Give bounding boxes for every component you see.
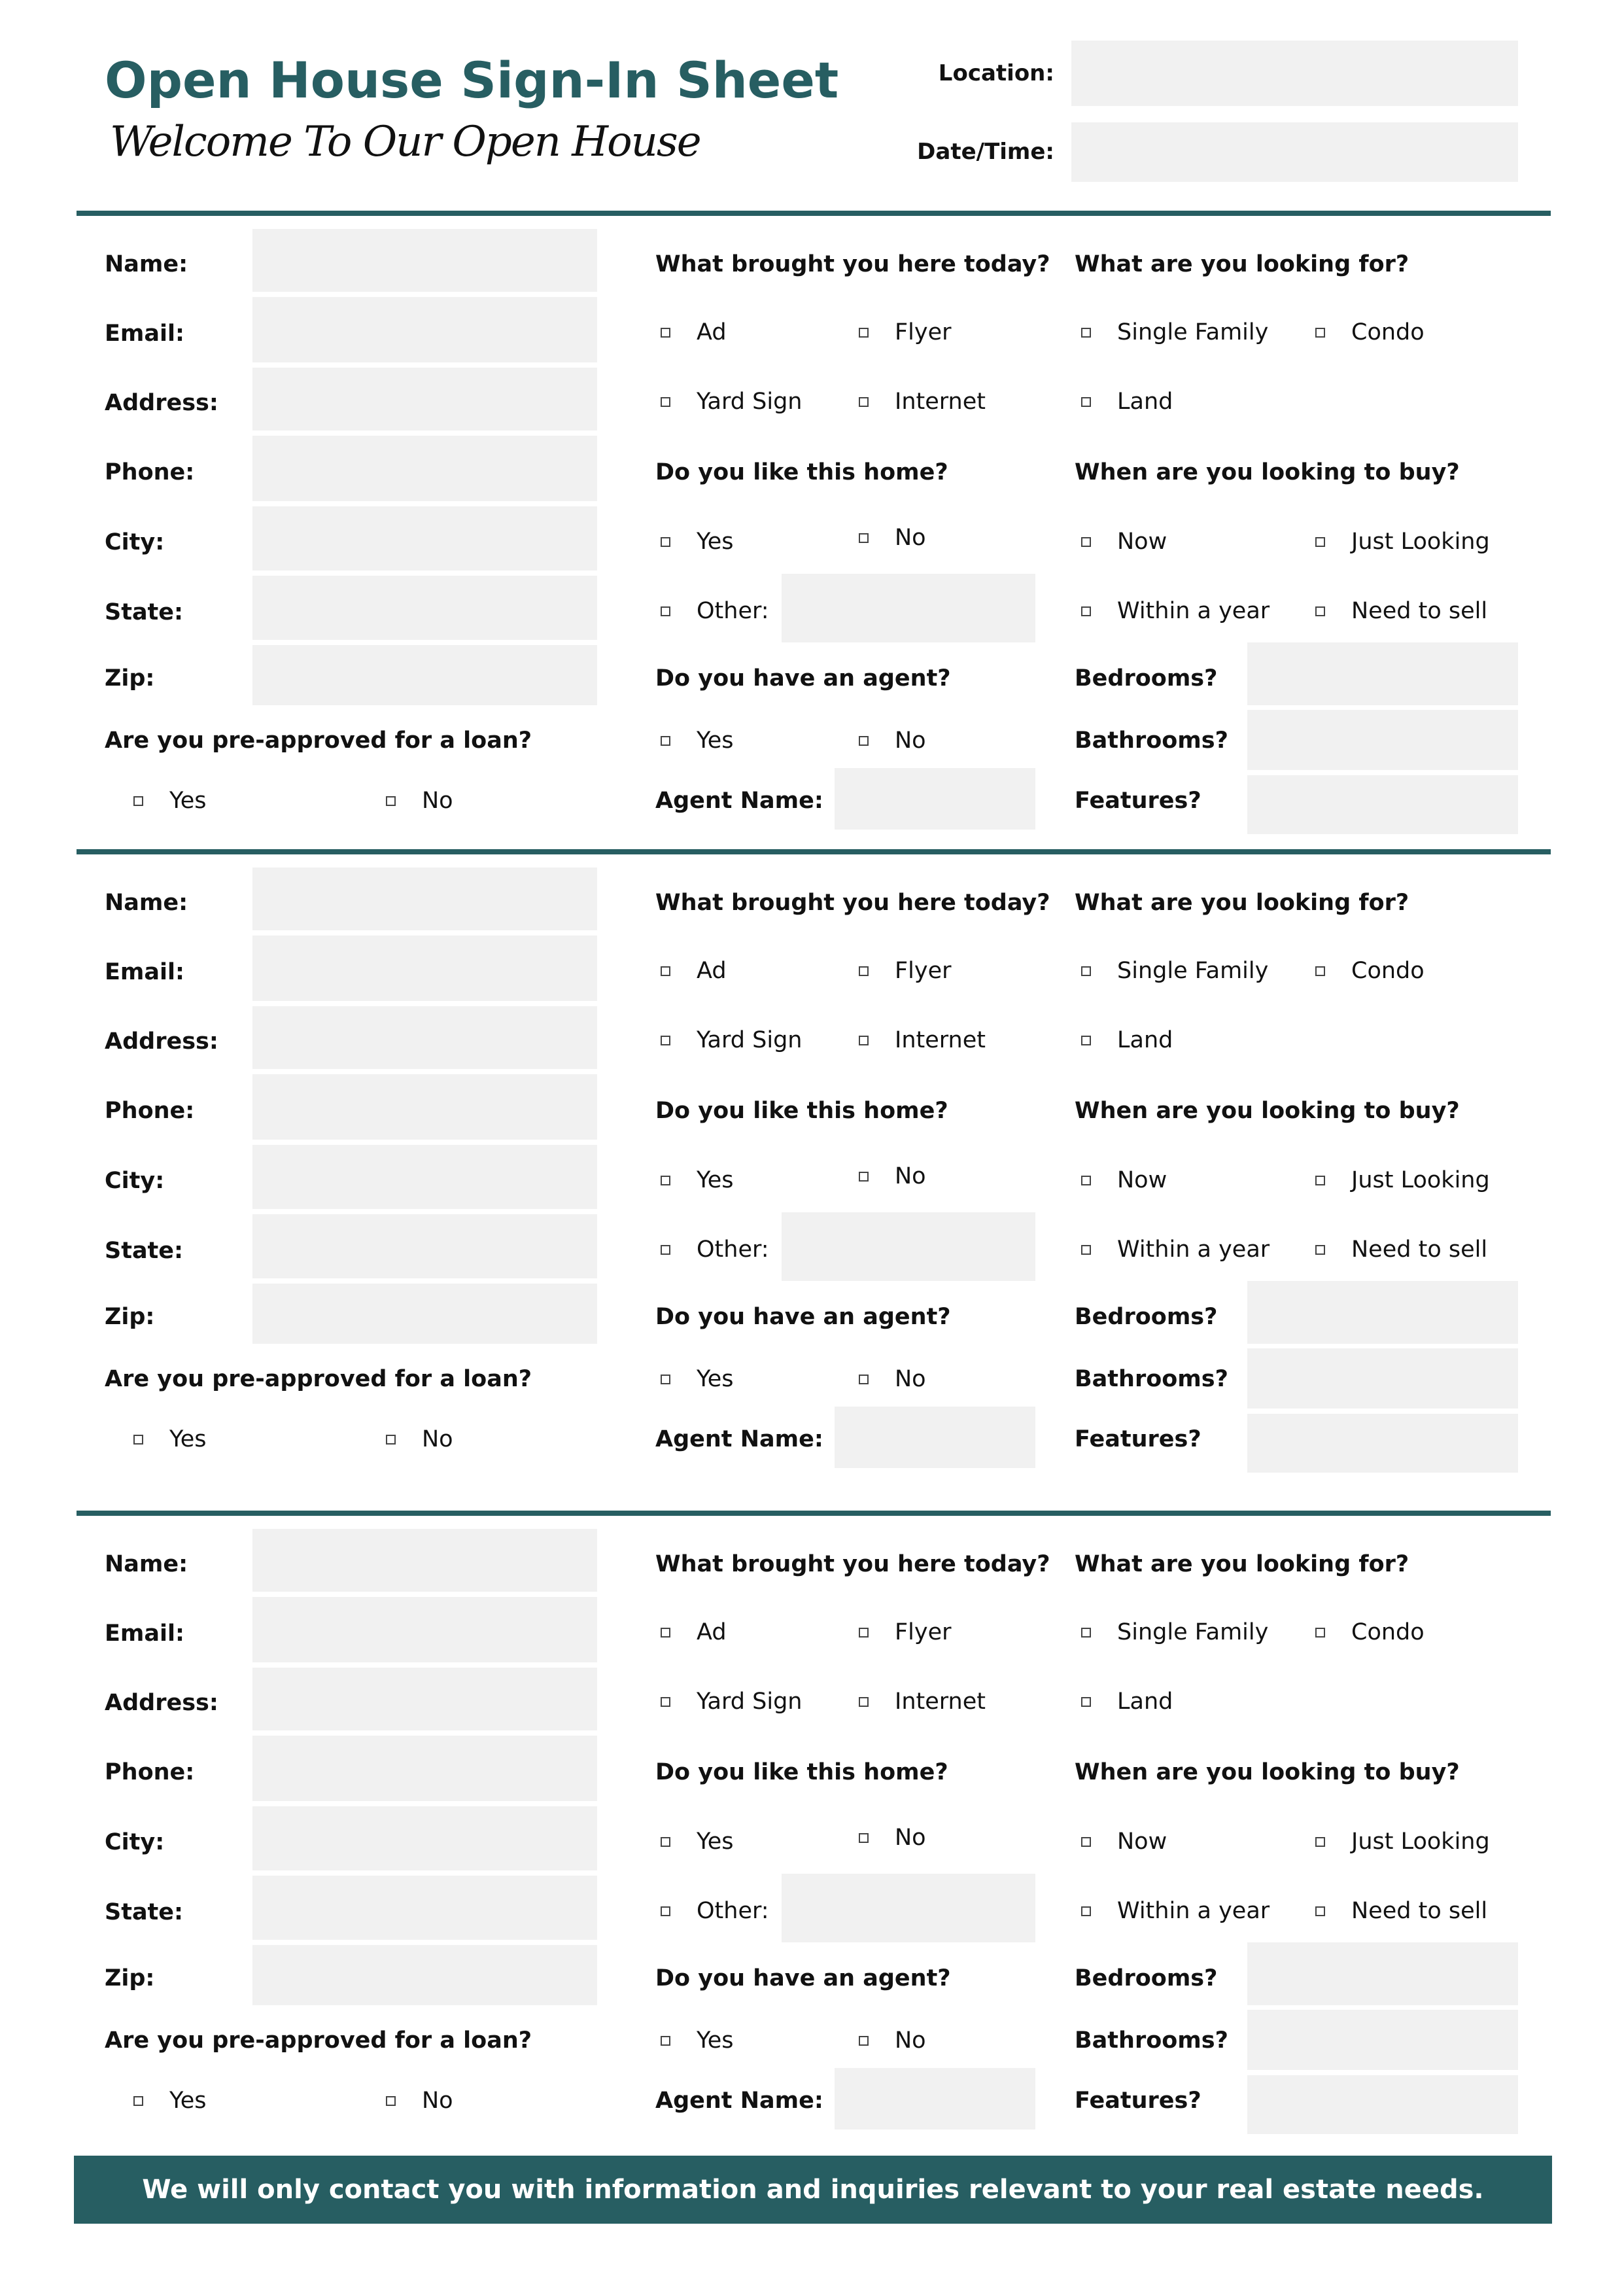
footer-text: We will only contact you with information and inquiries relevant to your real estate needs. (142, 2175, 1484, 2205)
looking-single-family-option[interactable]: Single Family (1081, 958, 1268, 984)
state-label: State: (105, 599, 184, 625)
bedrooms-field[interactable] (1247, 1942, 1518, 2005)
phone-label: Phone: (105, 459, 195, 485)
when-need-to-sell-option[interactable]: Need to sell (1315, 598, 1487, 624)
address-field[interactable] (252, 368, 597, 430)
features-label: Features? (1075, 788, 1201, 814)
preapproved-yes-option[interactable]: Yes (133, 788, 207, 814)
checkbox-icon[interactable] (661, 328, 670, 338)
looking-for-question: What are you looking for? (1075, 890, 1409, 916)
features-label: Features? (1075, 1426, 1201, 1452)
features-field[interactable] (1247, 1414, 1518, 1473)
brought-internet-option[interactable]: Internet (859, 1689, 986, 1715)
checkbox-icon[interactable] (1315, 328, 1325, 338)
agent-name-field[interactable] (835, 1407, 1035, 1468)
preapproved-question: Are you pre-approved for a loan? (105, 1366, 532, 1392)
like-other-field[interactable] (782, 574, 1035, 642)
checkbox-icon[interactable] (859, 1833, 869, 1843)
like-no-option[interactable]: No (859, 1825, 926, 1851)
looking-land-option[interactable]: Land (1081, 1027, 1173, 1053)
signin-section-3 (0, 1511, 1624, 2165)
checkbox-icon[interactable] (661, 1837, 670, 1847)
checkbox-icon[interactable] (859, 736, 869, 746)
features-field[interactable] (1247, 775, 1518, 834)
checkbox-icon[interactable] (1081, 1036, 1091, 1045)
checkbox-icon[interactable] (1315, 606, 1325, 616)
bedrooms-label: Bedrooms? (1075, 1965, 1218, 1991)
brought-flyer-option[interactable]: Flyer (859, 319, 952, 345)
bedrooms-label: Bedrooms? (1075, 665, 1218, 692)
city-label: City: (105, 529, 165, 555)
looking-single-family-option[interactable]: Single Family (1081, 319, 1268, 345)
like-other-option[interactable]: Other: (661, 598, 769, 624)
email-label: Email: (105, 959, 184, 985)
bathrooms-field[interactable] (1247, 1348, 1518, 1409)
checkbox-icon[interactable] (859, 2036, 869, 2046)
like-yes-option[interactable]: Yes (661, 1829, 734, 1855)
address-field[interactable] (252, 1668, 597, 1730)
brought-flyer-option[interactable]: Flyer (859, 1619, 952, 1645)
checkbox-icon[interactable] (661, 1036, 670, 1045)
preapproved-no-option[interactable]: No (386, 788, 453, 814)
preapproved-no-option[interactable]: No (386, 2088, 453, 2114)
when-need-to-sell-option[interactable]: Need to sell (1315, 1898, 1487, 1924)
checkbox-icon[interactable] (1081, 537, 1091, 547)
checkbox-icon[interactable] (1081, 606, 1091, 616)
bathrooms-label: Bathrooms? (1075, 727, 1228, 754)
like-yes-option[interactable]: Yes (661, 529, 734, 555)
checkbox-icon[interactable] (1315, 1628, 1325, 1638)
brought-question: What brought you here today? (655, 890, 1050, 916)
agent-question: Do you have an agent? (655, 1965, 951, 1991)
preapproved-yes-option[interactable]: Yes (133, 1426, 207, 1452)
looking-for-question: What are you looking for? (1075, 251, 1409, 277)
looking-land-option[interactable]: Land (1081, 1689, 1173, 1715)
phone-label: Phone: (105, 1759, 195, 1785)
page-subtitle: Welcome To Our Open House (110, 118, 700, 166)
checkbox-icon[interactable] (386, 796, 396, 806)
zip-label: Zip: (105, 665, 155, 692)
features-field[interactable] (1247, 2075, 1518, 2134)
state-label: State: (105, 1899, 184, 1925)
bedrooms-label: Bedrooms? (1075, 1304, 1218, 1330)
brought-internet-option[interactable]: Internet (859, 389, 986, 415)
zip-label: Zip: (105, 1965, 155, 1991)
looking-for-question: What are you looking for? (1075, 1551, 1409, 1577)
checkbox-icon[interactable] (661, 1628, 670, 1638)
name-label: Name: (105, 890, 188, 916)
brought-question: What brought you here today? (655, 1551, 1050, 1577)
email-field[interactable] (252, 1597, 597, 1662)
agent-yes-option[interactable]: Yes (661, 727, 734, 754)
checkbox-icon[interactable] (133, 796, 143, 806)
city-field[interactable] (252, 506, 597, 570)
email-field[interactable] (252, 297, 597, 362)
brought-ad-option[interactable]: Ad (661, 958, 727, 984)
bedrooms-field[interactable] (1247, 642, 1518, 705)
looking-condo-option[interactable]: Condo (1315, 319, 1425, 345)
brought-yardsign-option[interactable]: Yard Sign (661, 1027, 802, 1053)
when-just-looking-option[interactable]: Just Looking (1315, 1829, 1490, 1855)
checkbox-icon[interactable] (859, 1036, 869, 1045)
when-within-year-option[interactable]: Within a year (1081, 1898, 1270, 1924)
checkbox-icon[interactable] (1081, 1697, 1091, 1707)
checkbox-icon[interactable] (859, 1628, 869, 1638)
checkbox-icon[interactable] (133, 2096, 143, 2106)
when-now-option[interactable]: Now (1081, 1829, 1167, 1855)
agent-name-field[interactable] (835, 768, 1035, 830)
page-title: Open House Sign-In Sheet (105, 51, 839, 109)
when-need-to-sell-option[interactable]: Need to sell (1315, 1236, 1487, 1263)
email-label: Email: (105, 1621, 184, 1647)
like-other-field[interactable] (782, 1212, 1035, 1281)
phone-field[interactable] (252, 1074, 597, 1140)
name-label: Name: (105, 1551, 188, 1577)
bathrooms-label: Bathrooms? (1075, 1366, 1228, 1392)
brought-ad-option[interactable]: Ad (661, 319, 727, 345)
checkbox-icon[interactable] (1081, 966, 1091, 976)
when-question: When are you looking to buy? (1075, 459, 1460, 485)
when-now-option[interactable]: Now (1081, 529, 1167, 555)
state-field[interactable] (252, 1876, 597, 1940)
city-field[interactable] (252, 1806, 597, 1870)
state-field[interactable] (252, 576, 597, 640)
agent-no-option[interactable]: No (859, 2027, 926, 2054)
zip-field[interactable] (252, 1284, 597, 1344)
checkbox-icon[interactable] (661, 2036, 670, 2046)
checkbox-icon[interactable] (661, 1176, 670, 1185)
name-field[interactable] (252, 867, 597, 930)
state-label: State: (105, 1238, 184, 1264)
like-no-option[interactable]: No (859, 525, 926, 551)
preapproved-question: Are you pre-approved for a loan? (105, 727, 532, 754)
agent-yes-option[interactable]: Yes (661, 1366, 734, 1392)
when-now-option[interactable]: Now (1081, 1167, 1167, 1193)
when-within-year-option[interactable]: Within a year (1081, 598, 1270, 624)
checkbox-icon[interactable] (1081, 1176, 1091, 1185)
like-question: Do you like this home? (655, 1098, 948, 1124)
brought-ad-option[interactable]: Ad (661, 1619, 727, 1645)
like-yes-option[interactable]: Yes (661, 1167, 734, 1193)
signin-section-2 (0, 849, 1624, 1503)
like-other-field[interactable] (782, 1874, 1035, 1942)
brought-question: What brought you here today? (655, 251, 1050, 277)
preapproved-no-option[interactable]: No (386, 1426, 453, 1452)
name-field[interactable] (252, 1529, 597, 1592)
looking-condo-option[interactable]: Condo (1315, 958, 1425, 984)
preapproved-question: Are you pre-approved for a loan? (105, 2027, 532, 2054)
checkbox-icon[interactable] (859, 1697, 869, 1707)
datetime-label: Date/Time: (917, 139, 1054, 165)
section-divider (77, 1511, 1551, 1516)
looking-single-family-option[interactable]: Single Family (1081, 1619, 1268, 1645)
checkbox-icon[interactable] (661, 537, 670, 547)
features-label: Features? (1075, 2088, 1201, 2114)
agent-question: Do you have an agent? (655, 665, 951, 692)
checkbox-icon[interactable] (1081, 328, 1091, 338)
checkbox-icon[interactable] (661, 736, 670, 746)
like-no-option[interactable]: No (859, 1163, 926, 1189)
location-field[interactable] (1071, 41, 1518, 106)
address-label: Address: (105, 1690, 218, 1716)
email-field[interactable] (252, 936, 597, 1001)
when-question: When are you looking to buy? (1075, 1759, 1460, 1785)
checkbox-icon[interactable] (1081, 1245, 1091, 1255)
checkbox-icon[interactable] (859, 397, 869, 407)
checkbox-icon[interactable] (661, 397, 670, 407)
name-field[interactable] (252, 229, 597, 292)
checkbox-icon[interactable] (1315, 966, 1325, 976)
bathrooms-field[interactable] (1247, 2010, 1518, 2070)
when-question: When are you looking to buy? (1075, 1098, 1460, 1124)
checkbox-icon[interactable] (1315, 1245, 1325, 1255)
city-label: City: (105, 1829, 165, 1855)
zip-field[interactable] (252, 645, 597, 705)
brought-yardsign-option[interactable]: Yard Sign (661, 1689, 802, 1715)
state-field[interactable] (252, 1214, 597, 1278)
section-divider (77, 211, 1551, 216)
like-other-option[interactable]: Other: (661, 1898, 769, 1924)
checkbox-icon[interactable] (1081, 397, 1091, 407)
checkbox-icon[interactable] (859, 1375, 869, 1384)
agent-yes-option[interactable]: Yes (661, 2027, 734, 2054)
checkbox-icon[interactable] (1315, 537, 1325, 547)
checkbox-icon[interactable] (661, 1375, 670, 1384)
checkbox-icon[interactable] (133, 1435, 143, 1445)
preapproved-yes-option[interactable]: Yes (133, 2088, 207, 2114)
checkbox-icon[interactable] (1315, 1906, 1325, 1916)
agent-name-label: Agent Name: (655, 788, 823, 814)
brought-internet-option[interactable]: Internet (859, 1027, 986, 1053)
when-just-looking-option[interactable]: Just Looking (1315, 529, 1490, 555)
zip-field[interactable] (252, 1945, 597, 2005)
checkbox-icon[interactable] (661, 966, 670, 976)
like-question: Do you like this home? (655, 1759, 948, 1785)
checkbox-icon[interactable] (661, 1245, 670, 1255)
zip-label: Zip: (105, 1304, 155, 1330)
address-label: Address: (105, 390, 218, 416)
checkbox-icon[interactable] (386, 1435, 396, 1445)
like-question: Do you like this home? (655, 459, 948, 485)
location-label: Location: (938, 60, 1054, 86)
checkbox-icon[interactable] (1315, 1837, 1325, 1847)
checkbox-icon[interactable] (661, 606, 670, 616)
checkbox-icon[interactable] (859, 1172, 869, 1182)
checkbox-icon[interactable] (1315, 1176, 1325, 1185)
checkbox-icon[interactable] (386, 2096, 396, 2106)
bedrooms-field[interactable] (1247, 1281, 1518, 1344)
address-label: Address: (105, 1028, 218, 1055)
agent-question: Do you have an agent? (655, 1304, 951, 1330)
agent-name-label: Agent Name: (655, 1426, 823, 1452)
looking-condo-option[interactable]: Condo (1315, 1619, 1425, 1645)
name-label: Name: (105, 251, 188, 277)
checkbox-icon[interactable] (1081, 1837, 1091, 1847)
looking-land-option[interactable]: Land (1081, 389, 1173, 415)
checkbox-icon[interactable] (1081, 1906, 1091, 1916)
like-other-option[interactable]: Other: (661, 1236, 769, 1263)
checkbox-icon[interactable] (859, 533, 869, 543)
checkbox-icon[interactable] (661, 1906, 670, 1916)
city-field[interactable] (252, 1145, 597, 1209)
brought-yardsign-option[interactable]: Yard Sign (661, 389, 802, 415)
checkbox-icon[interactable] (661, 1697, 670, 1707)
agent-no-option[interactable]: No (859, 1366, 926, 1392)
agent-name-label: Agent Name: (655, 2088, 823, 2114)
phone-label: Phone: (105, 1098, 195, 1124)
section-divider (77, 849, 1551, 854)
brought-flyer-option[interactable]: Flyer (859, 958, 952, 984)
when-just-looking-option[interactable]: Just Looking (1315, 1167, 1490, 1193)
checkbox-icon[interactable] (859, 328, 869, 338)
footer-banner (74, 2156, 1552, 2224)
checkbox-icon[interactable] (1081, 1628, 1091, 1638)
agent-name-field[interactable] (835, 2068, 1035, 2129)
agent-no-option[interactable]: No (859, 727, 926, 754)
datetime-field[interactable] (1071, 122, 1518, 182)
city-label: City: (105, 1168, 165, 1194)
checkbox-icon[interactable] (859, 966, 869, 976)
signin-section-1 (0, 211, 1624, 865)
bathrooms-label: Bathrooms? (1075, 2027, 1228, 2054)
phone-field[interactable] (252, 1736, 597, 1801)
email-label: Email: (105, 321, 184, 347)
address-field[interactable] (252, 1006, 597, 1069)
phone-field[interactable] (252, 436, 597, 501)
when-within-year-option[interactable]: Within a year (1081, 1236, 1270, 1263)
bathrooms-field[interactable] (1247, 710, 1518, 770)
